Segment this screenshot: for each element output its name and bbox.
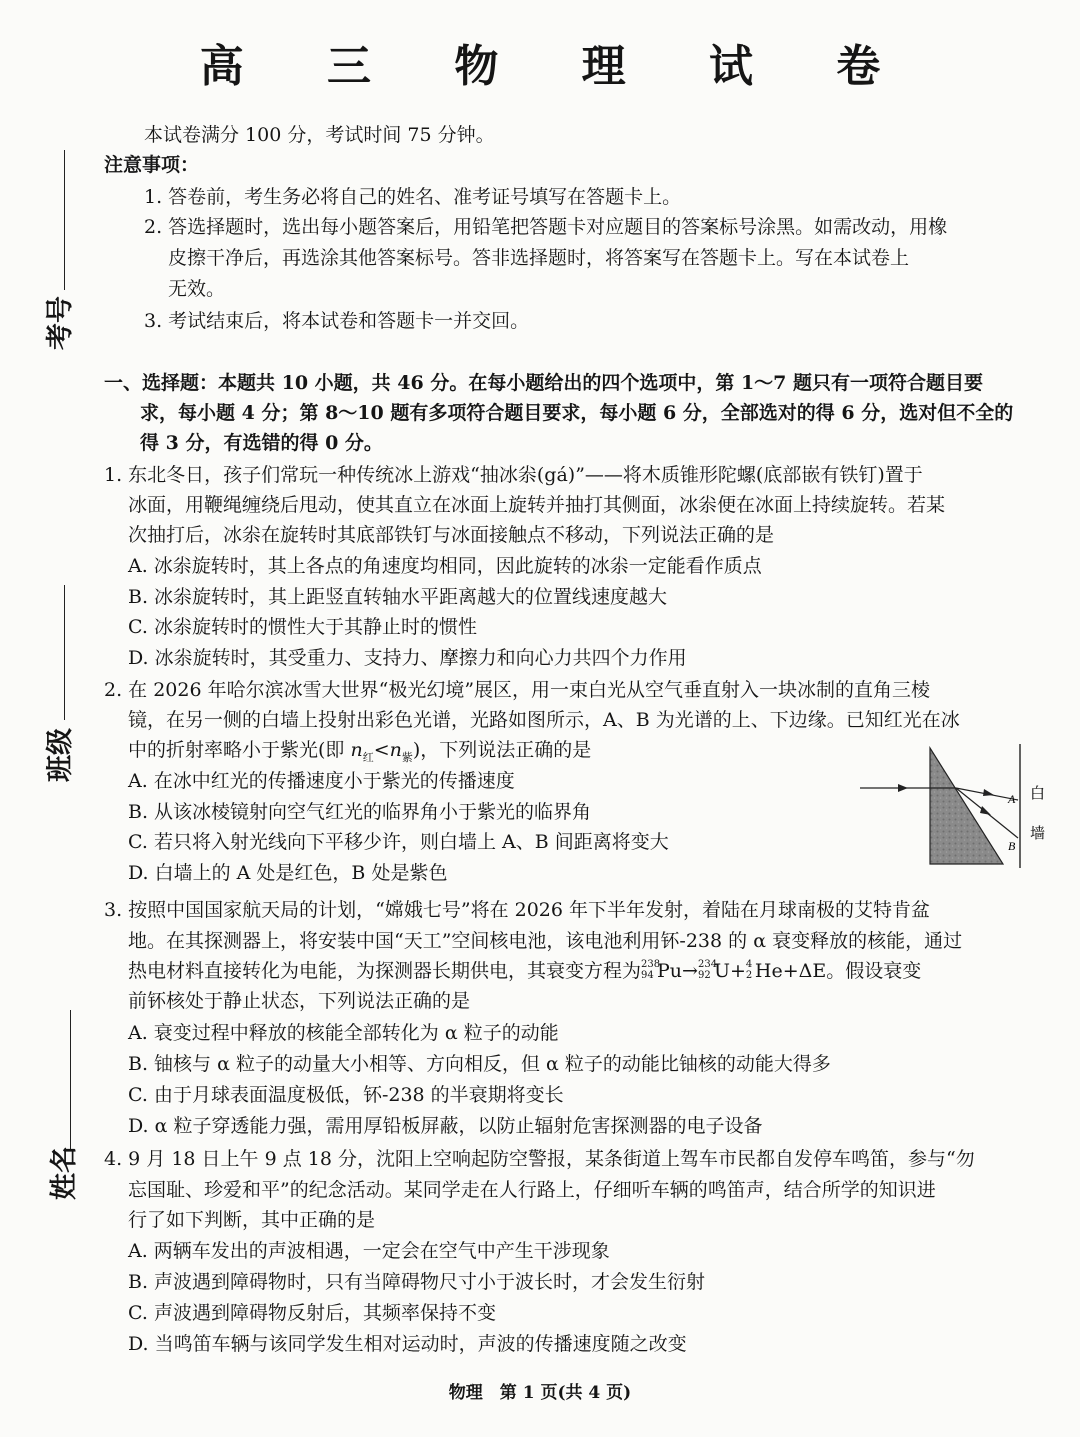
kaohao-label: 考号: [45, 296, 76, 350]
q3-option: B. 铀核与 α 粒子的动量大小相等、方向相反，但 α 粒子的动能比铀核的动能大得多: [128, 1053, 831, 1075]
notice-item: 2. 答选择题时，选出每小题答案后，用铅笔把答题卡对应题目的答案标号涂黑。如需改动，用橡: [144, 216, 948, 238]
q2-option: D. 白墙上的 A 处是红色，B 处是紫色: [128, 862, 448, 884]
q1-option: C. 冰尜旋转时的惯性大于其静止时的惯性: [128, 616, 477, 638]
q1-stem: 次抽打后，冰尜在旋转时其底部铁钉与冰面接触点不移动，下列说法正确的是: [128, 524, 775, 546]
q2-option: B. 从该冰棱镜射向空气红光的临界角小于紫光的临界角: [128, 801, 592, 823]
wall-label-2: 墙: [1030, 824, 1046, 842]
q1-stem: 1. 东北冬日，孩子们常玩一种传统冰上游戏“抽冰尜(gá)”——将木质锥形陀螺(底部嵌有铁钉)置于: [104, 464, 923, 486]
n-red: n: [350, 739, 363, 761]
q4-stem: 忘国耻、珍爱和平”的纪念活动。某同学走在人行路上，仔细听车辆的鸣笛声，结合所学的知识进: [128, 1179, 936, 1201]
q4-stem: 行了如下判断，其中正确的是: [128, 1209, 376, 1231]
section-heading: 求，每小题 4 分；第 8～10 题有多项符合题目要求，每小题 6 分，全部选对的得 6 分，选对但不全的: [140, 402, 1014, 424]
xingming-label: 姓名: [49, 1146, 80, 1200]
q1-stem: 冰面，用鞭绳缠绕后甩动，使其直立在冰面上旋转并抽打其侧面，冰尜便在冰面上持续旋转。若某: [128, 494, 946, 516]
n-violet-sub: 紫: [401, 750, 413, 764]
pu-isotope: 238 94: [641, 959, 661, 981]
q2-option: C. 若只将入射光线向下平移少许，则白墙上 A、B 间距离将变大: [128, 831, 669, 853]
q3-stem-part: +ΔE。假设衰变: [782, 960, 922, 982]
q1-option: D. 冰尜旋转时，其受重力、支持力、摩擦力和向心力共四个力作用: [128, 647, 687, 669]
incident-arrow: [898, 784, 908, 792]
prism-figure: [858, 740, 1058, 870]
q2-stem-part: )，下列说法正确的是: [412, 739, 592, 761]
q2-option: A. 在冰中红光的传播速度小于紫光的传播速度: [128, 770, 515, 792]
less-than: <: [373, 739, 390, 761]
banji-label: 班级: [45, 728, 76, 782]
q3-stem: 3. 按照中国国家航天局的计划，“嫦娥七号”将在 2026 年下半年发射，着陆在月球南极的艾特肯盆: [104, 899, 931, 921]
intro-text: 本试卷满分 100 分，考试时间 75 分钟。: [144, 124, 495, 146]
section-heading: 得 3 分，有选错的得 0 分。: [140, 432, 383, 454]
q3-stem: [128, 958, 921, 984]
label-a: A: [1008, 792, 1016, 806]
decay-arrow: →: [682, 960, 698, 982]
q3-option: A. 衰变过程中释放的核能全部转化为 α 粒子的动能: [128, 1022, 559, 1044]
q2-stem-part: 中的折射率略小于紫光(即: [128, 739, 351, 761]
prism-shape: [930, 748, 1003, 864]
plus-sign: +: [729, 960, 746, 982]
q4-stem: 4. 9 月 18 日上午 9 点 18 分，沈阳上空响起防空警报，某条街道上驾车市民都自发停车鸣笛，参与“勿: [104, 1148, 975, 1170]
he-isotope: 4 2: [745, 959, 753, 981]
q4-option: D. 当鸣笛车辆与该同学发生相对运动时，声波的传播速度随之改变: [128, 1333, 687, 1355]
wall-label-1: 白: [1030, 784, 1046, 802]
q3-stem-part: 热电材料直接转化为电能，为探测器长期供电，其衰变方程为: [128, 960, 642, 982]
q4-option: B. 声波遇到障碍物时，只有当障碍物尺寸小于波长时，才会发生衍射: [128, 1271, 706, 1293]
notice-item: 皮擦干净后，再选涂其他答案标号。答非选择题时，将答案写在答题卡上。写在本试卷上: [168, 247, 910, 269]
page-title: 高 三 物 理 试 卷: [199, 41, 915, 92]
q1-option: B. 冰尜旋转时，其上距竖直转轴水平距离越大的位置线速度越大: [128, 586, 668, 608]
pu-symbol: Pu: [657, 960, 683, 982]
notice-item: 1. 答卷前，考生务必将自己的姓名、准考证号填写在答题卡上。: [144, 186, 682, 208]
xingming-underline: [70, 1010, 71, 1150]
banji-underline: [64, 585, 65, 720]
u-isotope: 234 92: [697, 959, 718, 981]
section-heading: 一、选择题：本题共 10 小题，共 46 分。在每小题给出的四个选项中，第 1～7 题只有一项符合题目要: [104, 372, 984, 394]
q1-option: A. 冰尜旋转时，其上各点的角速度均相同，因此旋转的冰尜一定能看作质点: [128, 555, 762, 577]
q4-option: A. 两辆车发出的声波相遇，一定会在空气中产生干涉现象: [128, 1240, 610, 1262]
notice-item: 无效。: [168, 278, 226, 300]
he-symbol: He: [754, 960, 783, 982]
ray-arrow-a: [983, 789, 994, 796]
q3-stem: 地。在其探测器上，将安装中国“天工”空间核电池，该电池利用钚-238 的 α 衰变释放的核能，通过: [128, 930, 963, 952]
notice-heading: 注意事项：: [104, 154, 200, 176]
kaohao-underline: [64, 150, 65, 290]
q2-stem: 镜，在另一侧的白墙上投射出彩色光谱，光路如图所示，A、B 为光谱的上、下边缘。已知红光在冰: [128, 709, 960, 731]
q4-option: C. 声波遇到障碍物反射后，其频率保持不变: [128, 1302, 496, 1324]
q3-option: C. 由于月球表面温度极低，钚-238 的半衰期将变长: [128, 1084, 564, 1106]
q2-stem: 2. 在 2026 年哈尔滨冰雪大世界“极光幻境”展区，用一束白光从空气垂直射入一块冰制的直角三棱: [104, 679, 931, 701]
n-violet: n: [389, 739, 402, 761]
label-b: B: [1008, 839, 1016, 853]
ray-arrow-b: [980, 806, 991, 815]
page-footer: 物理 第 1 页(共 4 页): [448, 1383, 632, 1403]
n-red-sub: 红: [362, 750, 374, 764]
q3-option: D. α 粒子穿透能力强，需用厚铅板屏蔽，以防止辐射危害探测器的电子设备: [128, 1115, 763, 1137]
q2-stem: [128, 737, 591, 771]
u-symbol: U: [713, 960, 730, 982]
notice-item: 3. 考试结束后，将本试卷和答题卡一并交回。: [144, 310, 530, 332]
q3-stem: 前钚核处于静止状态，下列说法正确的是: [128, 990, 471, 1012]
